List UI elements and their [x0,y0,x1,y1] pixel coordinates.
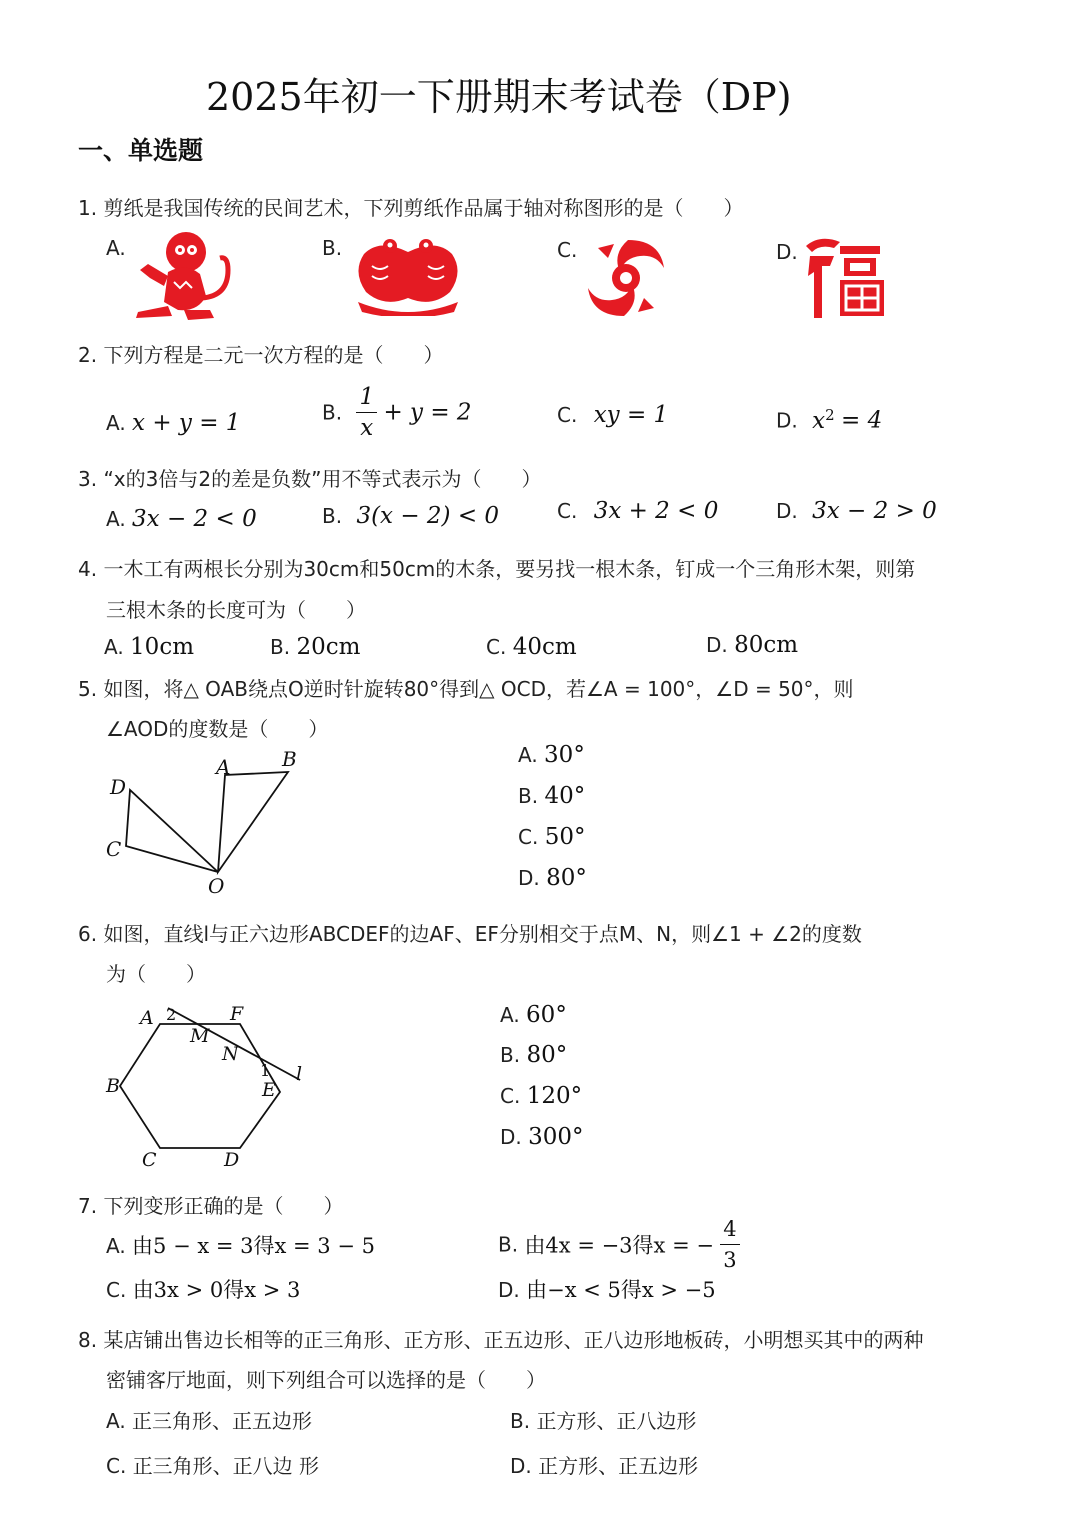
q2-option-d-label: D. [776,408,798,433]
q3-option-a-expr: 3x − 2 < 0 [132,506,257,532]
q7-option-c-label: C. [106,1278,127,1302]
q5-stem-line1: 5. 如图，将△ OAB绕点O逆时针旋转80°得到△ OCD，若∠A = 100°，∠D = 50°，则 [78,677,854,701]
point-label-c: C [142,1149,157,1171]
paper-cut-fish-circle-image [584,234,668,322]
q6-stem-line2: 为（ ） [106,962,206,986]
q3-option-d-label: D. [776,499,798,523]
q7-option-b-fraction [720,1214,739,1275]
q8-option-a-label: A. [106,1409,126,1433]
q3-option-a-label: A. [106,507,126,531]
triangle-oab [218,772,288,872]
q3-option-c-label: C. [557,499,578,523]
q8-option-b-label: B. [510,1409,531,1433]
q4-option-c-label: C. [486,635,507,659]
triangle-ocd [126,790,218,872]
q7-option-d-text: 由−x < 5得x > −5 [526,1278,716,1302]
q3-option-c-expr: 3x + 2 < 0 [593,498,719,524]
q6-option-d [500,1124,584,1150]
q3-option-d-expr: 3x − 2 > 0 [812,498,937,524]
q6-option-b [500,1042,567,1068]
q3-option-a [106,506,257,532]
q2-option-c-expr: xy = 1 [593,402,669,428]
point-label-n: N [222,1043,239,1065]
q8-stem-line1: 8. 某店铺出售边长相等的正三角形、正方形、正五边形、正八边形地板砖，小明想买其中的两种 [78,1328,924,1352]
q5-option-b-expr: 40° [544,783,586,809]
q7-option-d [498,1274,716,1304]
point-label-d: D [110,775,127,799]
q4-option-d [706,632,798,658]
q1-option-d-label: D. [776,240,798,264]
q4-option-b [270,634,360,660]
line-label-l: l [296,1063,303,1085]
q6-option-b-label: B. [500,1043,521,1067]
section-heading: 一、单选题 [78,136,204,165]
q4-stem-line2: 三根木条的长度可为（ ） [106,598,366,622]
q7-option-c [106,1274,300,1304]
q5-rotation-figure [100,742,310,898]
q2-option-a-label: A. [106,411,126,435]
q2-option-d-base: x [812,407,826,434]
q3-option-b-label: B. [322,504,343,528]
q2-option-a [106,410,240,436]
point-label-d: D [224,1149,240,1171]
q5-option-c-expr: 50° [544,824,586,850]
point-label-b: B [106,1075,120,1097]
q2-option-c [557,402,668,428]
q5-option-a [518,742,585,768]
q7-stem: 7. 下列变形正确的是（ ） [78,1194,344,1218]
q8-option-c-text: 正三角形、正八边 形 [132,1454,320,1478]
q5-option-a-label: A. [518,743,538,767]
q7-option-b-text: 由4x = −3得x = − [524,1233,714,1258]
q5-option-d [518,865,587,891]
q6-option-c-label: C. [500,1084,521,1108]
q3-option-c [557,498,718,524]
q4-option-c [486,634,577,660]
q7-option-a-text: 由5 − x = 3得x = 3 − 5 [132,1234,375,1258]
q2-option-b-rest: + y = 2 [383,399,472,426]
q7-option-a [106,1230,375,1260]
q7-option-a-label: A. [106,1234,126,1258]
q2-option-b-denominator: x [360,415,374,441]
paper-cut-twin-fish-image [350,232,466,316]
point-label-o: O [208,874,225,898]
point-label-m: M [190,1025,210,1047]
q2-option-d-rest: = 4 [841,407,883,434]
q5-option-b [518,783,585,809]
point-label-c: C [106,837,122,861]
q2-option-b-fraction [356,382,377,443]
q7-option-b [498,1214,740,1275]
q4-option-a [104,634,194,660]
q5-option-c-label: C. [518,825,539,849]
q2-option-a-expr: x + y = 1 [132,410,241,436]
q2-option-c-label: C. [557,403,578,427]
q3-stem: 3. “x的3倍与2的差是负数”用不等式表示为（ ） [78,467,542,491]
q5-option-a-expr: 30° [544,742,585,768]
q7-option-b-denominator: 3 [723,1248,737,1272]
q2-option-b-label: B. [322,400,343,425]
q4-option-c-expr: 40cm [512,634,577,660]
q1-option-b-label: B. [322,236,343,260]
q7-option-c-text: 由3x > 0得x > 3 [132,1278,301,1302]
q1-stem: 1. 剪纸是我国传统的民间艺术，下列剪纸作品属于轴对称图形的是（ ） [78,196,744,220]
q2-option-d-exponent: 2 [825,406,835,424]
q6-option-c-expr: 120° [526,1083,583,1109]
q6-option-b-expr: 80° [526,1042,568,1068]
q5-option-c [518,824,585,850]
q8-option-a [106,1405,312,1434]
q5-option-d-expr: 80° [546,865,587,891]
q7-option-b-numerator: 4 [720,1214,739,1245]
q6-option-a [500,1002,567,1028]
point-label-e: E [262,1079,276,1101]
angle-label-1: 1 [260,1061,271,1080]
q3-option-d [776,498,937,524]
paper-cut-fu-character-image [800,232,888,322]
q7-option-d-label: D. [498,1278,520,1302]
point-label-a: A [140,1007,154,1029]
q3-option-b [322,503,499,529]
q6-option-a-expr: 60° [526,1002,567,1028]
q8-option-b [510,1405,696,1434]
point-label-f: F [230,1003,244,1025]
q5-stem-line2: ∠AOD的度数是（ ） [106,717,329,741]
point-label-b: B [282,747,297,771]
q2-stem: 2. 下列方程是二元一次方程的是（ ） [78,343,444,367]
q2-option-b [322,382,472,443]
q4-option-d-label: D. [706,633,728,657]
point-label-a: A [216,755,231,779]
q5-option-b-label: B. [518,784,539,808]
paper-cut-monkey-image [128,226,238,322]
angle-label-2: 2 [166,1005,177,1024]
q4-option-a-label: A. [104,635,124,659]
q4-option-b-expr: 20cm [296,634,361,660]
page-title: 2025年初一下册期末考试卷（DP) [206,75,792,119]
q8-option-d-label: D. [510,1454,532,1478]
q8-stem-line2: 密铺客厅地面，则下列组合可以选择的是（ ） [106,1368,546,1392]
q7-option-b-label: B. [498,1232,519,1257]
q8-option-a-text: 正三角形、正五边形 [132,1409,313,1433]
q6-hexagon-figure [100,998,320,1174]
q3-option-b-expr: 3(x − 2) < 0 [356,503,500,529]
q4-option-a-expr: 10cm [130,634,195,660]
q8-option-d-text: 正方形、正五边形 [538,1454,699,1478]
q2-option-b-numerator: 1 [356,382,377,413]
q6-stem-line1: 6. 如图，直线l与正六边形ABCDEF的边AF、EF分别相交于点M、N，则∠1 + ∠2的度数 [78,922,862,946]
q1-option-a-label: A. [106,236,126,260]
q4-stem-line1: 4. 一木工有两根长分别为30cm和50cm的木条，要另找一根木条，钉成一个三角形木架，则第 [78,557,916,581]
q4-option-d-expr: 80cm [734,632,799,658]
q8-option-c [106,1450,319,1479]
q8-option-d [510,1450,698,1479]
q1-option-c-label: C. [557,238,578,262]
q5-option-d-label: D. [518,866,540,890]
q8-option-c-label: C. [106,1454,127,1478]
q4-option-b-label: B. [270,635,291,659]
q8-option-b-text: 正方形、正八边形 [536,1409,697,1433]
q6-option-d-label: D. [500,1125,522,1149]
q6-option-c [500,1083,582,1109]
q6-option-d-expr: 300° [528,1124,584,1150]
q6-option-a-label: A. [500,1003,520,1027]
q2-option-d [776,406,882,434]
